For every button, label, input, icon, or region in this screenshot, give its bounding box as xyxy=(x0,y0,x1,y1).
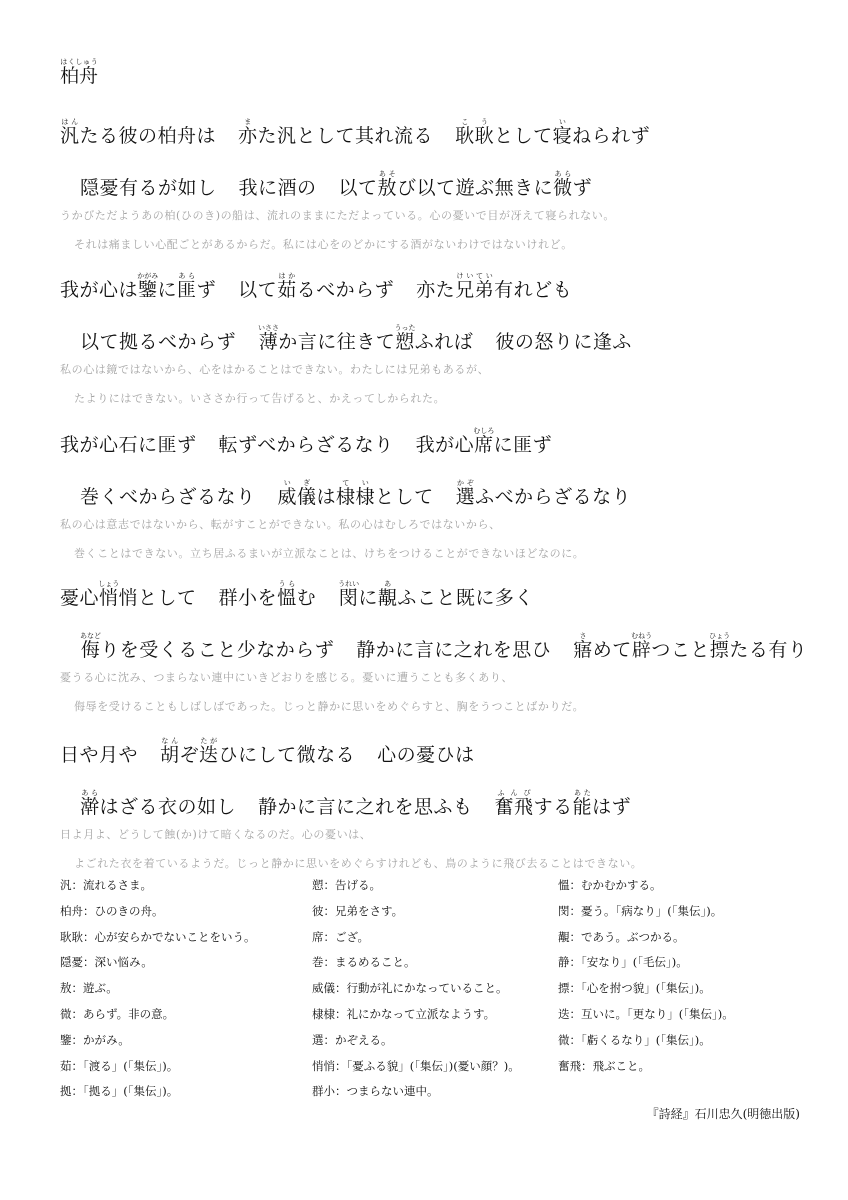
verse-line xyxy=(60,118,650,146)
verse-text: ふれば xyxy=(414,331,474,353)
ruby-word xyxy=(277,479,317,508)
ruby-word xyxy=(631,632,653,661)
ruby-base: 微 xyxy=(553,177,573,199)
ruby-word xyxy=(494,789,534,818)
ruby-reading: はか xyxy=(277,272,297,280)
ruby-reading: あなど xyxy=(80,632,101,640)
ruby-reading: あら xyxy=(80,789,100,797)
verse-line xyxy=(80,324,632,352)
glossary-entry: 閔：憂う。「病なり」(「集伝」)。 xyxy=(558,903,723,918)
ruby-base: 悄 xyxy=(98,587,120,609)
ruby-base: 敖 xyxy=(377,177,398,199)
translation-line: 巻くことはできない。立ち居ふるまいが立派なことは、けちをつけることができないほどなのに。 xyxy=(74,547,585,560)
verse-text: として xyxy=(375,486,434,508)
ruby-word xyxy=(137,272,159,301)
verse-text: 我が心 xyxy=(415,434,475,456)
ruby-word xyxy=(277,580,297,609)
glossary-entry: 鑒：かがみ。 xyxy=(60,1032,130,1047)
verse-text: に xyxy=(157,279,178,301)
glossary-entry: 悄悄：「憂ふる貌」(「集伝」)(憂い顔？)。 xyxy=(312,1058,520,1073)
ruby-base: 澣 xyxy=(80,796,100,818)
verse-text: たる彼の柏舟は xyxy=(79,125,217,147)
verse-text: 転ずべからざるなり xyxy=(218,434,394,456)
ruby-base: 奮飛 xyxy=(494,796,534,818)
ruby-reading: うら xyxy=(277,580,297,588)
ruby-word xyxy=(238,118,258,147)
verse-text: めて xyxy=(592,639,632,661)
verse-text: ふべからざるなり xyxy=(475,486,632,508)
verse-text: として xyxy=(494,125,553,147)
ruby-word xyxy=(160,737,180,766)
verse-line xyxy=(80,789,631,817)
translation-line: 憂うる心に沈み、つまらない連中にいきどおりを感じる。憂いに遭うことも多くあり、 xyxy=(60,671,514,684)
ruby-reading: かがみ xyxy=(137,272,159,280)
ruby-base: 摽 xyxy=(709,639,731,661)
ruby-word xyxy=(394,324,416,353)
ruby-base: 寝 xyxy=(552,125,573,147)
ruby-base: 匪 xyxy=(177,279,197,301)
ruby-reading: こう xyxy=(455,118,495,126)
ruby-base: 迭 xyxy=(199,744,219,766)
ruby-reading: いぎ xyxy=(277,479,317,487)
glossary-entry: 迭：互いに。「更なり」(「集伝」)。 xyxy=(558,1006,734,1021)
glossary-entry: 選：かぞえる。 xyxy=(312,1032,393,1047)
glossary-entry: 柏舟：ひのきの舟。 xyxy=(60,903,164,918)
ruby-word xyxy=(60,118,80,147)
verse-line xyxy=(60,580,534,608)
ruby-reading: けいてい xyxy=(455,272,495,280)
translation-line: たよりにはできない。いささか行って告げると、かえってしかられた。 xyxy=(74,392,446,405)
translation-line: よごれた衣を着ているようだ。じっと静かに思いをめぐらすけれども、鳥のように飛び去ることはできない。 xyxy=(74,857,643,870)
verse-text: ず xyxy=(572,177,593,199)
glossary-entry: 隠憂：深い悩み。 xyxy=(60,955,153,970)
verse-text: 我に酒の xyxy=(238,177,317,199)
glossary-entry: 彼：兄弟をさす。 xyxy=(312,903,404,918)
ruby-base: 侮 xyxy=(80,639,101,661)
verse-text: 隠憂有るが如し xyxy=(80,177,217,199)
ruby-word xyxy=(553,170,573,199)
ruby-base: 耿耿 xyxy=(455,125,495,147)
glossary-entry: 群小：つまらない連中。 xyxy=(312,1084,439,1099)
verse-text: 静かに言に之れを思ひ xyxy=(356,639,552,661)
glossary-entry: 覯：であう。ぶつかる。 xyxy=(558,929,685,944)
verse-text: たる有り xyxy=(729,639,808,661)
verse-text: に xyxy=(358,587,378,609)
verse-text: 憂心 xyxy=(60,587,100,609)
verse-text: つこと xyxy=(651,639,710,661)
glossary-entry: 敖：遊ぶ。 xyxy=(60,981,118,996)
glossary-entry: 席：ござ。 xyxy=(312,929,370,944)
ruby-word xyxy=(80,789,100,818)
ruby-reading: しょう xyxy=(98,580,120,588)
verse-text: 我が心は xyxy=(60,279,139,301)
ruby-word xyxy=(552,118,573,147)
ruby-base: 覯 xyxy=(377,587,398,609)
ruby-word xyxy=(573,632,593,661)
glossary-entry: 微：「虧くるなり」(「集伝」)。 xyxy=(558,1032,711,1047)
ruby-base: 茹 xyxy=(277,279,297,301)
ruby-word xyxy=(177,272,197,301)
ruby-reading: さ xyxy=(573,632,593,640)
ruby-reading: あそ xyxy=(377,170,398,178)
verse-text: るべからず xyxy=(296,279,395,301)
ruby-word xyxy=(455,118,495,147)
verse-line xyxy=(80,479,631,507)
ruby-word xyxy=(473,427,495,456)
ruby-base: 慍 xyxy=(277,587,297,609)
verse-text: か言に往きて xyxy=(278,331,396,353)
verse-text: はざる衣の如し xyxy=(99,796,237,818)
translation-line: うかびただようあの柏(ひのき)の船は、流れのままにただよっている。心の憂いで目が冴えて寝られない。 xyxy=(60,209,615,222)
verse-text: び以て遊ぶ無きに xyxy=(397,177,554,199)
verse-text: する xyxy=(533,796,573,818)
translation-line: 侮辱を受けることもしばしばであった。じっと静かに思いをめぐらすと、胸をうつことばかりだ。 xyxy=(74,700,585,713)
ruby-word xyxy=(258,324,280,353)
glossary-entry: 摽：「心を拊つ貌」(「集伝」)。 xyxy=(558,981,711,996)
ruby-reading: うれい xyxy=(338,580,360,588)
verse-text: た汎として其れ流る xyxy=(257,125,434,147)
glossary-entry: 静：「安なり」(「毛伝」)。 xyxy=(558,955,688,970)
ruby-reading: ふんぴ xyxy=(494,789,534,797)
glossary-entry: 耿耿：心が安らかでないことをいう。 xyxy=(60,929,256,944)
verse-text: 我が心石に匪ず xyxy=(60,434,197,456)
ruby-reading: うった xyxy=(394,324,416,332)
verse-text: ふこと既に多く xyxy=(397,587,534,609)
ruby-base: 鑒 xyxy=(137,279,159,301)
glossary-entry: 威儀：行動が礼にかなっていること。 xyxy=(312,981,508,996)
glossary-entry: 巻：まるめること。 xyxy=(312,955,416,970)
ruby-reading: い xyxy=(552,118,573,126)
poem-title: 柏舟はくしゅう xyxy=(60,58,99,87)
ruby-base: 棣棣 xyxy=(336,486,376,508)
verse-text: ぞ xyxy=(179,744,200,766)
ruby-base: 威儀 xyxy=(277,486,317,508)
ruby-reading: ひょう xyxy=(709,632,731,640)
verse-text: 群小を xyxy=(218,587,278,609)
translation-line: それは痛ましい心配ごとがあるからだ。私には心をのどかにする酒がないわけではないけれど。 xyxy=(74,238,573,251)
ruby-word xyxy=(455,272,495,301)
verse-text: 彼の怒りに逢ふ xyxy=(495,331,632,353)
verse-text: 巻くべからざるなり xyxy=(80,486,256,508)
source-citation: 『詩経』石川忠久(明徳出版) xyxy=(646,1107,800,1121)
ruby-word xyxy=(572,789,593,818)
ruby-word xyxy=(455,479,476,508)
ruby-word xyxy=(709,632,731,661)
ruby-base: 選 xyxy=(455,486,476,508)
glossary-entry: 棣棣：礼にかなって立派なようす。 xyxy=(312,1006,496,1021)
ruby-base: 能 xyxy=(572,796,593,818)
verse-line xyxy=(60,272,572,300)
translation-line: 私の心は意志ではないから、転がすことができない。私の心はむしろではないから、 xyxy=(60,518,501,531)
verse-text: む xyxy=(296,587,317,609)
ruby-base: 胡 xyxy=(160,744,180,766)
ruby-word xyxy=(377,580,398,609)
ruby-base: 寤 xyxy=(573,639,593,661)
ruby-reading: なん xyxy=(160,737,180,745)
verse-text: りを受くること少なからず xyxy=(100,639,335,661)
ruby-word xyxy=(199,737,219,766)
ruby-word xyxy=(80,632,101,661)
glossary-entry: 汎：流れるさま。 xyxy=(60,878,152,892)
verse-text: 日や月や xyxy=(60,744,139,766)
ruby-word xyxy=(98,580,120,609)
verse-text: 心の憂ひは xyxy=(377,744,475,766)
ruby-reading: むしろ xyxy=(473,427,495,435)
glossary-column xyxy=(60,877,256,1109)
verse-text: 静かに言に之れを思ふも xyxy=(258,796,473,818)
ruby-reading: あ xyxy=(377,580,398,588)
ruby-base: 閔 xyxy=(338,587,360,609)
ruby-reading: あら xyxy=(553,170,573,178)
ruby-word xyxy=(336,479,376,508)
ruby-base: 愬 xyxy=(394,331,416,353)
verse-text: ねられず xyxy=(572,125,651,147)
ruby-base: 薄 xyxy=(258,331,279,353)
glossary-entry: 奮飛：飛ぶこと。 xyxy=(558,1058,650,1073)
verse-text: 悄として xyxy=(118,587,197,609)
ruby-base: 席 xyxy=(473,434,495,456)
ruby-reading: てい xyxy=(336,479,376,487)
verse-text: ひにして微なる xyxy=(218,744,356,766)
verse-line xyxy=(60,737,475,765)
verse-text: 以て xyxy=(238,279,278,301)
verse-text: は xyxy=(316,486,337,508)
ruby-reading: かぞ xyxy=(455,479,476,487)
ruby-reading: むねう xyxy=(631,632,653,640)
verse-text: 有れども xyxy=(494,279,573,301)
ruby-reading: いささ xyxy=(258,324,280,332)
glossary-entry: 微：あらず。非の意。 xyxy=(60,1006,175,1021)
ruby-base: 汎 xyxy=(60,125,80,147)
verse-text: 以て拠るべからず xyxy=(80,331,237,353)
translation-line: 私の心は鏡ではないから、心をはかることはできない。わたしには兄弟もあるが、 xyxy=(60,363,490,376)
ruby-base: 亦 xyxy=(238,125,258,147)
glossary-entry: 慍：むかむかする。 xyxy=(558,878,662,892)
glossary-entry: 拠：「拠る」(「集伝」)。 xyxy=(60,1084,179,1099)
glossary-entry: 茹：「渡る」(「集伝」)。 xyxy=(60,1058,179,1073)
glossary-entry: 愬：告げる。 xyxy=(312,878,381,892)
ruby-reading: あら xyxy=(177,272,197,280)
ruby-base: 辟 xyxy=(631,639,653,661)
ruby-reading: はん xyxy=(60,118,80,126)
verse-line xyxy=(80,632,807,660)
verse-text: はず xyxy=(592,796,632,818)
ruby-reading: ま xyxy=(238,118,258,126)
ruby-reading: たが xyxy=(199,737,219,745)
verse-line xyxy=(80,170,592,198)
glossary-column xyxy=(558,877,734,1083)
verse-line xyxy=(60,427,552,455)
verse-text: ず xyxy=(196,279,217,301)
verse-text: 亦た xyxy=(416,279,456,301)
ruby-word xyxy=(277,272,297,301)
ruby-word xyxy=(338,580,360,609)
glossary-column xyxy=(312,877,520,1109)
translation-line: 日よ月よ、どうして蝕(か)けて暗くなるのだ。心の憂いは、 xyxy=(60,828,372,841)
verse-text: に匪ず xyxy=(493,434,553,456)
ruby-base: 兄弟 xyxy=(455,279,495,301)
ruby-word xyxy=(377,170,398,199)
verse-text: 以て xyxy=(338,177,378,199)
ruby-reading: あた xyxy=(572,789,593,797)
